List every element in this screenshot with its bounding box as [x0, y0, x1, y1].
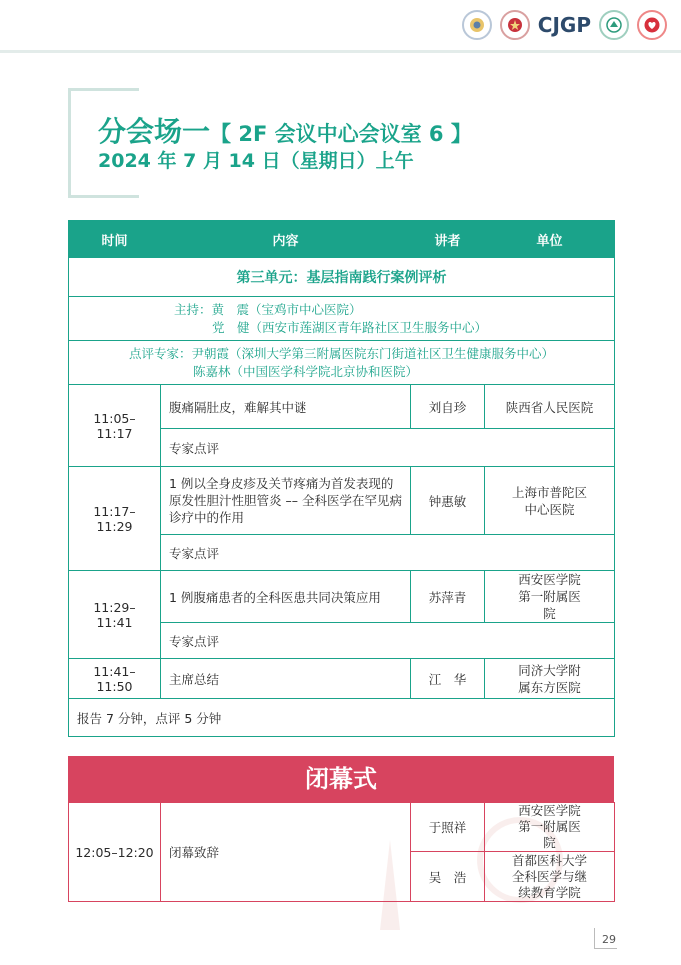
table-row: [69, 385, 615, 429]
session-title-main: 分会场一: [98, 115, 211, 148]
closing-speaker-2: 吴 浩: [411, 852, 485, 902]
speaker-cell: 苏萍青: [411, 571, 485, 623]
host-1: 黄 震（宝鸡市中心医院）: [211, 301, 362, 317]
logo-row: [462, 10, 667, 40]
page-number: 29: [602, 933, 616, 946]
speaker-cell: 钟惠敏: [411, 467, 485, 535]
table-row: [69, 803, 615, 852]
unit-cell: 陕西省人民医院: [485, 385, 615, 429]
topic-cell: 腹痛隔肚皮，难解其中谜: [161, 385, 411, 429]
experts-label: 点评专家：: [128, 345, 192, 361]
closing-unit-1: 西安医学院第一附属医院: [485, 803, 615, 852]
table-row: [69, 699, 615, 737]
table-row: [69, 467, 615, 535]
header-bar: [0, 0, 681, 50]
time-cell: 11:05–11:17: [69, 385, 161, 467]
red-heart-emblem-icon: [637, 10, 667, 40]
comment-cell: 专家点评: [161, 429, 615, 467]
column-header-time: 时间: [69, 221, 161, 258]
time-cell: 11:29–11:41: [69, 571, 161, 659]
association-seal-icon: [462, 10, 492, 40]
topic-cell: 1 例以全身皮疹及关节疼痛为首发表现的原发性胆汁性胆管炎 –– 全科医学在罕见病诊疗中的作用: [161, 467, 411, 535]
red-emblem-icon: [500, 10, 530, 40]
expert-2: 陈嘉林（中国医学科学院北京协和医院）: [192, 363, 418, 379]
experts-cell: [69, 341, 615, 385]
speaker-cell: 江 华: [411, 659, 485, 699]
header-divider: [0, 50, 681, 53]
comment-cell: 专家点评: [161, 535, 615, 571]
table-row: [69, 659, 615, 699]
closing-unit-2: 首都医科大学全科医学与继续教育学院: [485, 852, 615, 902]
closing-topic-cell: 闭幕致辞: [161, 803, 411, 902]
unit-cell: 西安医学院第一附属医院: [485, 571, 615, 623]
column-header-speaker: 讲者: [411, 221, 485, 258]
hosts-label: 主持：: [173, 301, 212, 317]
expert-1: 尹朝霞（深圳大学第三附属医院东门街道社区卫生健康服务中心）: [191, 345, 555, 361]
session-title: [98, 110, 472, 150]
time-cell: 11:41–11:50: [69, 659, 161, 699]
table-header-row: [69, 221, 615, 258]
cjgp-logo: CJGP: [537, 13, 591, 37]
hosts-cell: [69, 297, 615, 341]
time-cell: 11:17–11:29: [69, 467, 161, 571]
closing-title: 闭幕式: [68, 756, 614, 802]
closing-speaker-1: 于照祥: [411, 803, 485, 852]
topic-cell: 主席总结: [161, 659, 411, 699]
session-date: 2024 年 7 月 14 日（星期日）上午: [98, 150, 414, 172]
comment-cell: 专家点评: [161, 623, 615, 659]
green-emblem-icon: [599, 10, 629, 40]
column-header-unit: 单位: [485, 221, 615, 258]
note-cell: 报告 7 分钟，点评 5 分钟: [69, 699, 615, 737]
closing-time-cell: 12:05–12:20: [69, 803, 161, 902]
topic-cell: 1 例腹痛患者的全科医患共同决策应用: [161, 571, 411, 623]
agenda-table: [68, 220, 615, 737]
host-2: 党 健（西安市莲湖区青年路社区卫生服务中心）: [211, 319, 487, 335]
speaker-cell: 刘自珍: [411, 385, 485, 429]
column-header-content: 内容: [161, 221, 411, 258]
table-row: [69, 571, 615, 623]
closing-table: [68, 802, 615, 902]
unit-title: 第三单元：基层指南践行案例评析: [69, 258, 615, 297]
unit-cell: 同济大学附属东方医院: [485, 659, 615, 699]
unit-cell: 上海市普陀区中心医院: [485, 467, 615, 535]
session-venue: 【 2F 会议中心会议室 6 】: [210, 122, 472, 146]
